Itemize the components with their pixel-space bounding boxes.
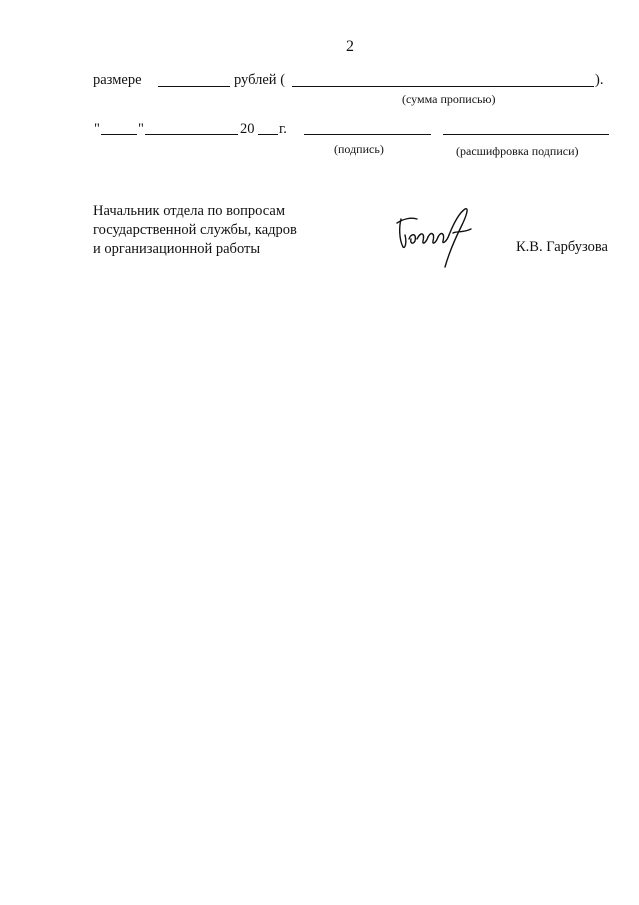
signature-blank [304, 134, 431, 135]
handwritten-signature-icon [395, 205, 475, 273]
date-open-quote: " [94, 121, 100, 137]
position-line-1: Начальник отдела по вопросам [93, 203, 286, 219]
year-prefix: 20 [240, 121, 255, 137]
currency-label: рублей ( [234, 72, 286, 88]
position-line-3: и организационной работы [93, 241, 261, 257]
month-blank [145, 134, 238, 135]
page-number: 2 [346, 38, 354, 55]
year-blank [258, 134, 278, 135]
amount-closing: ). [595, 72, 604, 88]
signatory-name: К.В. Гарбузова [516, 239, 608, 255]
position-line-2: государственной службы, кадров [93, 222, 297, 238]
signature-caption: (подпись) [334, 142, 384, 156]
decoding-caption: (расшифровка подписи) [456, 144, 579, 158]
signatory-position [93, 202, 297, 259]
year-suffix: г. [279, 121, 287, 137]
day-blank [101, 134, 137, 135]
amount-label: размере [93, 72, 142, 88]
decoding-blank [443, 134, 609, 135]
amount-blank [158, 86, 230, 87]
amount-words-caption: (сумма прописью) [402, 92, 496, 106]
date-close-quote: " [138, 121, 144, 137]
amount-words-blank [292, 86, 594, 87]
